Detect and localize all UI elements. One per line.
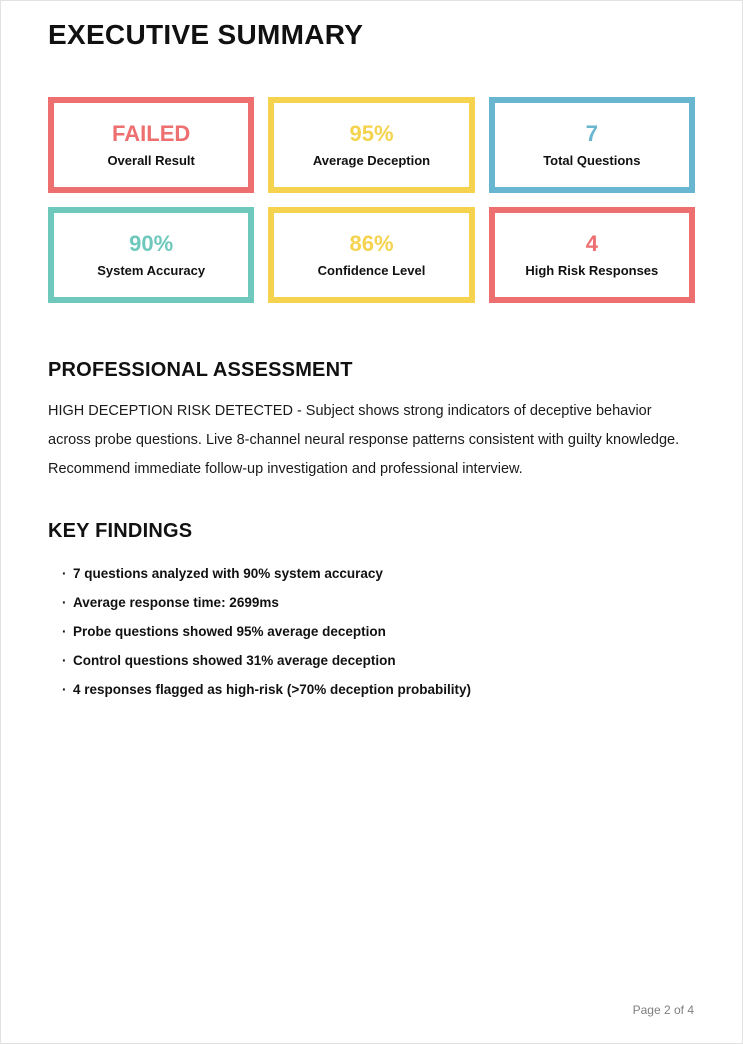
finding-item — [62, 588, 695, 617]
stat-label: Average Deception — [312, 153, 431, 168]
page-number: Page 2 of 4 — [632, 1003, 694, 1017]
bullet-glyph: · — [62, 682, 67, 697]
finding-text: 7 questions analyzed with 90% system accuracy — [73, 566, 383, 581]
finding-text: 4 responses flagged as high-risk (>70% deception probability) — [73, 682, 471, 697]
finding-text: Average response time: 2699ms — [73, 595, 279, 610]
bullet-glyph: · — [62, 653, 67, 668]
page-content — [1, 1, 742, 704]
assessment-heading: PROFESSIONAL ASSESSMENT — [48, 359, 353, 381]
stat-label: Total Questions — [543, 153, 641, 168]
findings-heading: KEY FINDINGS — [48, 520, 193, 542]
page-title: EXECUTIVE SUMMARY — [48, 19, 364, 50]
assessment-body: HIGH DECEPTION RISK DETECTED - Subject shows strong indicators of deceptive behavior across probe questions. Live 8-channel neural response patterns consistent with guilty knowledge. Recommend immediate follow-up investigation and professional interview. — [48, 403, 680, 477]
stat-card — [268, 97, 474, 193]
stat-card — [48, 207, 254, 303]
stat-value: 86% — [349, 231, 394, 256]
stat-value: 7 — [585, 121, 598, 146]
finding-text: Probe questions showed 95% average deception — [73, 624, 386, 639]
stat-card — [48, 97, 254, 193]
stat-value: 95% — [349, 121, 394, 146]
stat-card — [268, 207, 474, 303]
stat-card — [489, 97, 695, 193]
stat-label: Confidence Level — [317, 263, 426, 278]
bullet-glyph: · — [62, 566, 67, 581]
bullet-glyph: · — [62, 595, 67, 610]
finding-item — [62, 559, 695, 588]
stat-value: FAILED — [112, 121, 191, 146]
stat-label: System Accuracy — [97, 263, 206, 278]
stat-label: Overall Result — [107, 153, 195, 168]
findings-list — [48, 559, 695, 704]
stat-value: 4 — [585, 231, 598, 256]
stat-cards-grid — [48, 97, 695, 303]
stat-value: 90% — [129, 231, 174, 256]
stat-label: High Risk Responses — [525, 263, 659, 278]
finding-text: Control questions showed 31% average deception — [73, 653, 396, 668]
finding-item — [62, 617, 695, 646]
bullet-glyph: · — [62, 624, 67, 639]
stat-card — [489, 207, 695, 303]
finding-item — [62, 675, 695, 704]
finding-item — [62, 646, 695, 675]
